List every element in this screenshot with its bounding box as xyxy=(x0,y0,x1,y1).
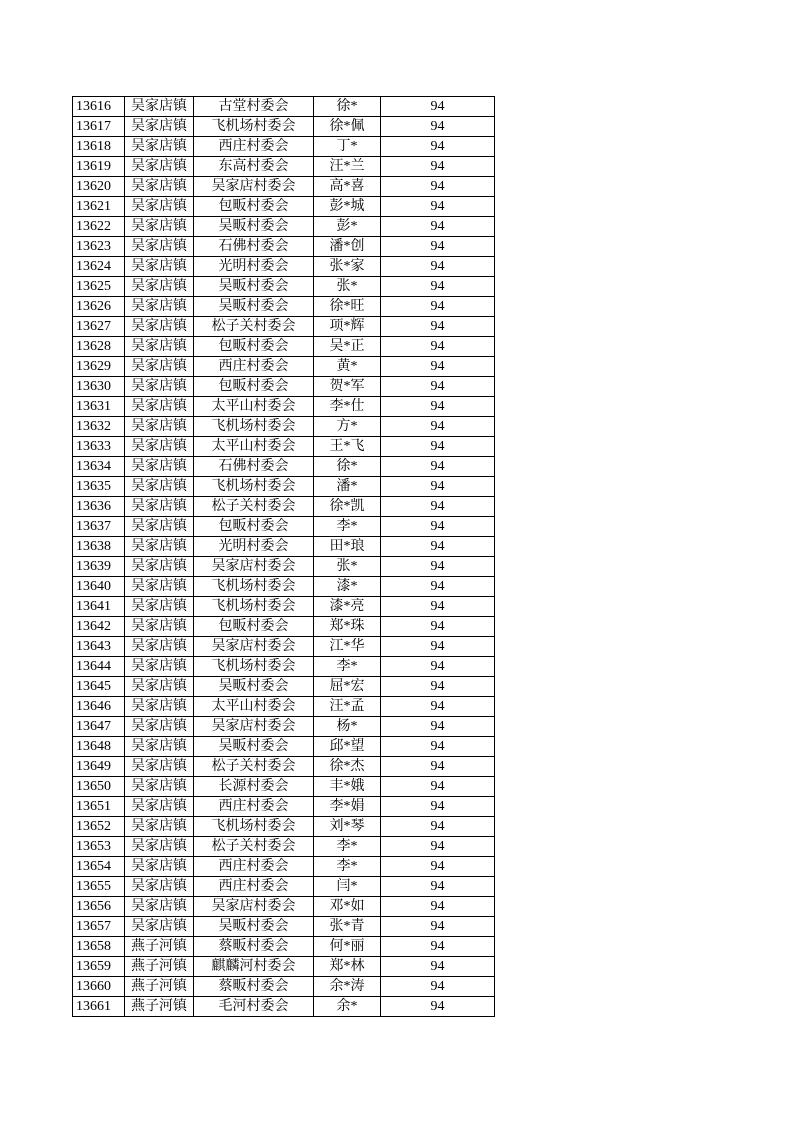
village-committee-cell: 麒麟河村委会 xyxy=(194,957,314,977)
village-committee-cell: 吴家店村委会 xyxy=(194,177,314,197)
score-cell: 94 xyxy=(381,997,495,1017)
score-cell: 94 xyxy=(381,877,495,897)
town-cell: 燕子河镇 xyxy=(125,957,194,977)
score-cell: 94 xyxy=(381,557,495,577)
village-committee-cell: 蔡畈村委会 xyxy=(194,937,314,957)
town-cell: 吴家店镇 xyxy=(125,417,194,437)
table-row xyxy=(73,797,495,817)
record-id-cell: 13627 xyxy=(73,317,125,337)
town-cell: 吴家店镇 xyxy=(125,257,194,277)
village-committee-cell: 光明村委会 xyxy=(194,537,314,557)
person-name-cell: 漆*亮 xyxy=(314,597,381,617)
record-id-cell: 13660 xyxy=(73,977,125,997)
table-row xyxy=(73,217,495,237)
record-id-cell: 13633 xyxy=(73,437,125,457)
village-committee-cell: 松子关村委会 xyxy=(194,757,314,777)
person-name-cell: 张* xyxy=(314,557,381,577)
town-cell: 吴家店镇 xyxy=(125,157,194,177)
table-row xyxy=(73,337,495,357)
record-id-cell: 13649 xyxy=(73,757,125,777)
town-cell: 吴家店镇 xyxy=(125,297,194,317)
village-committee-cell: 吴畈村委会 xyxy=(194,677,314,697)
score-cell: 94 xyxy=(381,517,495,537)
table-row xyxy=(73,357,495,377)
score-cell: 94 xyxy=(381,937,495,957)
record-id-cell: 13637 xyxy=(73,517,125,537)
table-row xyxy=(73,937,495,957)
town-cell: 吴家店镇 xyxy=(125,197,194,217)
person-name-cell: 黄* xyxy=(314,357,381,377)
town-cell: 吴家店镇 xyxy=(125,797,194,817)
person-name-cell: 邱*望 xyxy=(314,737,381,757)
record-id-cell: 13659 xyxy=(73,957,125,977)
score-cell: 94 xyxy=(381,917,495,937)
town-cell: 吴家店镇 xyxy=(125,577,194,597)
table-row xyxy=(73,497,495,517)
person-name-cell: 徐* xyxy=(314,457,381,477)
village-committee-cell: 吴畈村委会 xyxy=(194,737,314,757)
score-cell: 94 xyxy=(381,777,495,797)
town-cell: 吴家店镇 xyxy=(125,317,194,337)
record-id-cell: 13646 xyxy=(73,697,125,717)
village-committee-cell: 太平山村委会 xyxy=(194,437,314,457)
record-id-cell: 13654 xyxy=(73,857,125,877)
person-name-cell: 丰*娥 xyxy=(314,777,381,797)
record-id-cell: 13655 xyxy=(73,877,125,897)
town-cell: 吴家店镇 xyxy=(125,217,194,237)
village-committee-cell: 飞机场村委会 xyxy=(194,657,314,677)
record-id-cell: 13631 xyxy=(73,397,125,417)
town-cell: 吴家店镇 xyxy=(125,277,194,297)
village-committee-cell: 包畈村委会 xyxy=(194,517,314,537)
village-committee-cell: 石佛村委会 xyxy=(194,237,314,257)
town-cell: 吴家店镇 xyxy=(125,757,194,777)
village-committee-cell: 吴家店村委会 xyxy=(194,637,314,657)
person-name-cell: 邓*如 xyxy=(314,897,381,917)
table-row xyxy=(73,877,495,897)
record-id-cell: 13635 xyxy=(73,477,125,497)
table-row xyxy=(73,597,495,617)
score-cell: 94 xyxy=(381,977,495,997)
person-name-cell: 徐* xyxy=(314,97,381,117)
town-cell: 吴家店镇 xyxy=(125,617,194,637)
person-name-cell: 彭*城 xyxy=(314,197,381,217)
town-cell: 燕子河镇 xyxy=(125,937,194,957)
person-name-cell: 张*家 xyxy=(314,257,381,277)
table-row xyxy=(73,97,495,117)
record-id-cell: 13644 xyxy=(73,657,125,677)
score-cell: 94 xyxy=(381,957,495,977)
table-row xyxy=(73,517,495,537)
town-cell: 吴家店镇 xyxy=(125,597,194,617)
score-cell: 94 xyxy=(381,697,495,717)
score-cell: 94 xyxy=(381,717,495,737)
score-cell: 94 xyxy=(381,637,495,657)
village-committee-cell: 太平山村委会 xyxy=(194,397,314,417)
score-cell: 94 xyxy=(381,137,495,157)
record-id-cell: 13634 xyxy=(73,457,125,477)
town-cell: 吴家店镇 xyxy=(125,657,194,677)
town-cell: 吴家店镇 xyxy=(125,337,194,357)
table-row xyxy=(73,637,495,657)
score-cell: 94 xyxy=(381,897,495,917)
score-cell: 94 xyxy=(381,857,495,877)
table-row xyxy=(73,837,495,857)
person-name-cell: 刘*琴 xyxy=(314,817,381,837)
table-row xyxy=(73,397,495,417)
table-row xyxy=(73,817,495,837)
town-cell: 吴家店镇 xyxy=(125,437,194,457)
score-cell: 94 xyxy=(381,537,495,557)
person-name-cell: 徐*旺 xyxy=(314,297,381,317)
village-committee-cell: 光明村委会 xyxy=(194,257,314,277)
town-cell: 吴家店镇 xyxy=(125,97,194,117)
table-row xyxy=(73,277,495,297)
record-id-cell: 13619 xyxy=(73,157,125,177)
person-name-cell: 方* xyxy=(314,417,381,437)
village-committee-cell: 松子关村委会 xyxy=(194,317,314,337)
town-cell: 吴家店镇 xyxy=(125,237,194,257)
score-cell: 94 xyxy=(381,297,495,317)
village-committee-cell: 吴畈村委会 xyxy=(194,297,314,317)
table-row xyxy=(73,857,495,877)
score-cell: 94 xyxy=(381,737,495,757)
table-row xyxy=(73,957,495,977)
score-cell: 94 xyxy=(381,377,495,397)
record-id-cell: 13640 xyxy=(73,577,125,597)
village-committee-cell: 包畈村委会 xyxy=(194,617,314,637)
town-cell: 吴家店镇 xyxy=(125,857,194,877)
village-committee-cell: 飞机场村委会 xyxy=(194,117,314,137)
score-cell: 94 xyxy=(381,477,495,497)
score-cell: 94 xyxy=(381,177,495,197)
town-cell: 吴家店镇 xyxy=(125,897,194,917)
village-committee-cell: 吴家店村委会 xyxy=(194,897,314,917)
town-cell: 吴家店镇 xyxy=(125,717,194,737)
person-name-cell: 汪*孟 xyxy=(314,697,381,717)
data-sheet xyxy=(72,96,495,1017)
village-committee-cell: 西庄村委会 xyxy=(194,357,314,377)
record-id-cell: 13650 xyxy=(73,777,125,797)
town-cell: 吴家店镇 xyxy=(125,837,194,857)
score-cell: 94 xyxy=(381,157,495,177)
table-row xyxy=(73,437,495,457)
table-row xyxy=(73,697,495,717)
village-committee-cell: 飞机场村委会 xyxy=(194,577,314,597)
person-name-cell: 李* xyxy=(314,517,381,537)
person-name-cell: 徐*佩 xyxy=(314,117,381,137)
record-id-cell: 13622 xyxy=(73,217,125,237)
score-cell: 94 xyxy=(381,97,495,117)
village-committee-cell: 东高村委会 xyxy=(194,157,314,177)
table-row xyxy=(73,617,495,637)
score-cell: 94 xyxy=(381,797,495,817)
record-id-cell: 13652 xyxy=(73,817,125,837)
record-id-cell: 13620 xyxy=(73,177,125,197)
town-cell: 吴家店镇 xyxy=(125,537,194,557)
record-id-cell: 13624 xyxy=(73,257,125,277)
table-row xyxy=(73,317,495,337)
town-cell: 吴家店镇 xyxy=(125,117,194,137)
town-cell: 吴家店镇 xyxy=(125,517,194,537)
person-name-cell: 汪*兰 xyxy=(314,157,381,177)
table-row xyxy=(73,237,495,257)
score-cell: 94 xyxy=(381,657,495,677)
town-cell: 吴家店镇 xyxy=(125,637,194,657)
table-row xyxy=(73,477,495,497)
town-cell: 燕子河镇 xyxy=(125,997,194,1017)
record-id-cell: 13658 xyxy=(73,937,125,957)
table-row xyxy=(73,677,495,697)
record-id-cell: 13616 xyxy=(73,97,125,117)
record-id-cell: 13632 xyxy=(73,417,125,437)
table-row xyxy=(73,417,495,437)
person-name-cell: 郑*珠 xyxy=(314,617,381,637)
person-name-cell: 闫* xyxy=(314,877,381,897)
person-name-cell: 项*辉 xyxy=(314,317,381,337)
score-cell: 94 xyxy=(381,117,495,137)
person-name-cell: 高*喜 xyxy=(314,177,381,197)
town-cell: 吴家店镇 xyxy=(125,357,194,377)
village-committee-cell: 西庄村委会 xyxy=(194,137,314,157)
town-cell: 吴家店镇 xyxy=(125,737,194,757)
record-id-cell: 13623 xyxy=(73,237,125,257)
table-row xyxy=(73,297,495,317)
record-id-cell: 13661 xyxy=(73,997,125,1017)
town-cell: 吴家店镇 xyxy=(125,137,194,157)
person-name-cell: 丁* xyxy=(314,137,381,157)
record-id-cell: 13641 xyxy=(73,597,125,617)
person-name-cell: 李* xyxy=(314,837,381,857)
record-id-cell: 13657 xyxy=(73,917,125,937)
table-row xyxy=(73,577,495,597)
table-row xyxy=(73,457,495,477)
table-row xyxy=(73,197,495,217)
village-committee-cell: 包畈村委会 xyxy=(194,377,314,397)
score-cell: 94 xyxy=(381,197,495,217)
person-name-cell: 张*青 xyxy=(314,917,381,937)
record-id-cell: 13625 xyxy=(73,277,125,297)
town-cell: 吴家店镇 xyxy=(125,917,194,937)
person-name-cell: 田*琅 xyxy=(314,537,381,557)
village-committee-cell: 吴家店村委会 xyxy=(194,717,314,737)
score-cell: 94 xyxy=(381,677,495,697)
village-committee-cell: 石佛村委会 xyxy=(194,457,314,477)
village-committee-cell: 古堂村委会 xyxy=(194,97,314,117)
table-row xyxy=(73,657,495,677)
table-row xyxy=(73,717,495,737)
record-id-cell: 13651 xyxy=(73,797,125,817)
score-cell: 94 xyxy=(381,357,495,377)
village-committee-cell: 吴畈村委会 xyxy=(194,277,314,297)
record-id-cell: 13630 xyxy=(73,377,125,397)
table-row xyxy=(73,557,495,577)
score-cell: 94 xyxy=(381,597,495,617)
table-row xyxy=(73,537,495,557)
score-cell: 94 xyxy=(381,757,495,777)
town-cell: 吴家店镇 xyxy=(125,177,194,197)
person-name-cell: 屈*宏 xyxy=(314,677,381,697)
person-name-cell: 郑*林 xyxy=(314,957,381,977)
table-row xyxy=(73,257,495,277)
table-row xyxy=(73,897,495,917)
table-row xyxy=(73,977,495,997)
table-row xyxy=(73,757,495,777)
record-id-cell: 13639 xyxy=(73,557,125,577)
score-cell: 94 xyxy=(381,337,495,357)
score-cell: 94 xyxy=(381,837,495,857)
score-cell: 94 xyxy=(381,237,495,257)
table-row xyxy=(73,137,495,157)
town-cell: 吴家店镇 xyxy=(125,877,194,897)
town-cell: 吴家店镇 xyxy=(125,477,194,497)
town-cell: 吴家店镇 xyxy=(125,497,194,517)
score-cell: 94 xyxy=(381,577,495,597)
score-cell: 94 xyxy=(381,397,495,417)
person-name-cell: 李* xyxy=(314,857,381,877)
record-id-cell: 13617 xyxy=(73,117,125,137)
person-name-cell: 彭* xyxy=(314,217,381,237)
village-committee-cell: 飞机场村委会 xyxy=(194,597,314,617)
person-name-cell: 潘* xyxy=(314,477,381,497)
person-name-cell: 余* xyxy=(314,997,381,1017)
person-name-cell: 王*飞 xyxy=(314,437,381,457)
person-name-cell: 漆* xyxy=(314,577,381,597)
village-committee-cell: 西庄村委会 xyxy=(194,857,314,877)
person-name-cell: 吴*正 xyxy=(314,337,381,357)
village-committee-cell: 吴畈村委会 xyxy=(194,217,314,237)
score-cell: 94 xyxy=(381,457,495,477)
person-name-cell: 杨* xyxy=(314,717,381,737)
score-cell: 94 xyxy=(381,497,495,517)
score-cell: 94 xyxy=(381,617,495,637)
person-name-cell: 江*华 xyxy=(314,637,381,657)
record-id-cell: 13643 xyxy=(73,637,125,657)
score-cell: 94 xyxy=(381,257,495,277)
person-name-cell: 贺*军 xyxy=(314,377,381,397)
score-cell: 94 xyxy=(381,417,495,437)
table-row xyxy=(73,917,495,937)
person-name-cell: 李* xyxy=(314,657,381,677)
record-id-cell: 13618 xyxy=(73,137,125,157)
person-name-cell: 李*娟 xyxy=(314,797,381,817)
town-cell: 吴家店镇 xyxy=(125,397,194,417)
table-row xyxy=(73,117,495,137)
person-name-cell: 潘*创 xyxy=(314,237,381,257)
town-cell: 吴家店镇 xyxy=(125,677,194,697)
table-row xyxy=(73,997,495,1017)
village-committee-cell: 飞机场村委会 xyxy=(194,817,314,837)
town-cell: 吴家店镇 xyxy=(125,777,194,797)
record-id-cell: 13645 xyxy=(73,677,125,697)
record-id-cell: 13628 xyxy=(73,337,125,357)
person-name-cell: 徐*凯 xyxy=(314,497,381,517)
records-table-body xyxy=(73,97,495,1017)
record-id-cell: 13653 xyxy=(73,837,125,857)
record-id-cell: 13626 xyxy=(73,297,125,317)
village-committee-cell: 吴家店村委会 xyxy=(194,557,314,577)
score-cell: 94 xyxy=(381,817,495,837)
record-id-cell: 13648 xyxy=(73,737,125,757)
town-cell: 吴家店镇 xyxy=(125,377,194,397)
village-committee-cell: 包畈村委会 xyxy=(194,337,314,357)
village-committee-cell: 吴畈村委会 xyxy=(194,917,314,937)
village-committee-cell: 飞机场村委会 xyxy=(194,417,314,437)
record-id-cell: 13642 xyxy=(73,617,125,637)
table-row xyxy=(73,157,495,177)
village-committee-cell: 包畈村委会 xyxy=(194,197,314,217)
record-id-cell: 13656 xyxy=(73,897,125,917)
town-cell: 吴家店镇 xyxy=(125,557,194,577)
village-committee-cell: 毛河村委会 xyxy=(194,997,314,1017)
records-table xyxy=(72,96,495,1017)
score-cell: 94 xyxy=(381,437,495,457)
village-committee-cell: 太平山村委会 xyxy=(194,697,314,717)
table-row xyxy=(73,737,495,757)
record-id-cell: 13636 xyxy=(73,497,125,517)
town-cell: 吴家店镇 xyxy=(125,457,194,477)
table-row xyxy=(73,377,495,397)
town-cell: 燕子河镇 xyxy=(125,977,194,997)
person-name-cell: 何*丽 xyxy=(314,937,381,957)
record-id-cell: 13621 xyxy=(73,197,125,217)
village-committee-cell: 松子关村委会 xyxy=(194,497,314,517)
score-cell: 94 xyxy=(381,217,495,237)
person-name-cell: 张* xyxy=(314,277,381,297)
village-committee-cell: 长源村委会 xyxy=(194,777,314,797)
record-id-cell: 13647 xyxy=(73,717,125,737)
table-row xyxy=(73,177,495,197)
score-cell: 94 xyxy=(381,277,495,297)
record-id-cell: 13638 xyxy=(73,537,125,557)
village-committee-cell: 蔡畈村委会 xyxy=(194,977,314,997)
village-committee-cell: 西庄村委会 xyxy=(194,877,314,897)
record-id-cell: 13629 xyxy=(73,357,125,377)
person-name-cell: 李*仕 xyxy=(314,397,381,417)
town-cell: 吴家店镇 xyxy=(125,817,194,837)
village-committee-cell: 西庄村委会 xyxy=(194,797,314,817)
town-cell: 吴家店镇 xyxy=(125,697,194,717)
table-row xyxy=(73,777,495,797)
person-name-cell: 余*涛 xyxy=(314,977,381,997)
village-committee-cell: 松子关村委会 xyxy=(194,837,314,857)
score-cell: 94 xyxy=(381,317,495,337)
person-name-cell: 徐*杰 xyxy=(314,757,381,777)
village-committee-cell: 飞机场村委会 xyxy=(194,477,314,497)
